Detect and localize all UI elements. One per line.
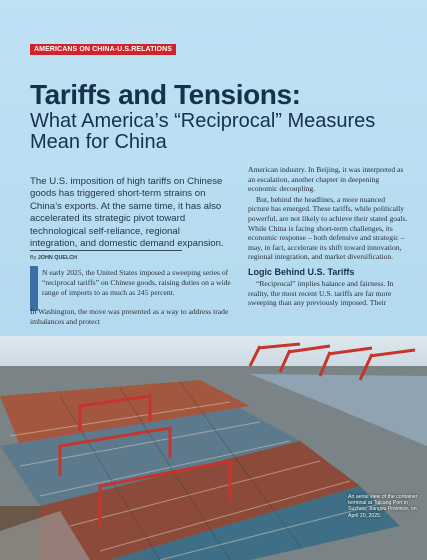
article-lede: The U.S. imposition of high tariffs on Chinese goods has triggered short-term strains on China’s exports. At the same time, it has also accelerated its strategic pivot toward technological self-reliance, regional integration, and domestic demand expansion.	[30, 176, 224, 250]
byline	[30, 255, 77, 261]
body-right-paragraph: “Reciprocal” implies balance and fairness. In reality, the most recent U.S. tariffs are far more sweeping than any previously imposed. Their	[248, 278, 394, 308]
body-left-tail: In Washington, the move was presented as a way to address trade imbalances and protect	[30, 307, 229, 326]
body-right-paragraph: But, behind the headlines, a more nuanced picture has emerged. These tariffs, while politically powerful, are not likely to achieve their stated goals. While China is facing short-term challenges, its economic response – both defensive and strategic – may, in fact, accelerate its shift toward innovation, regional integration, and market diversification.	[248, 194, 408, 262]
section-tag: AMERICANS ON CHINA-U.S.RELATIONS	[30, 44, 176, 55]
byline-prefix: By	[30, 255, 37, 261]
body-left-start: N early 2025, the United States imposed a sweeping series of “reciprocal tariffs” on Chinese goods, raising duties on a wide range of imports to as much as 245 percent.	[42, 268, 231, 297]
byline-author: JOHN QUELCH	[37, 255, 78, 261]
section-heading: Logic Behind U.S. Tariffs	[248, 266, 355, 277]
body-right-paragraph: American industry. In Beijing, it was interpreted as an escalation, another chapter in deepening economic decoupling.	[248, 165, 404, 194]
port-photo	[0, 336, 427, 560]
port-photo-illustration	[0, 336, 427, 560]
byline-rule	[30, 250, 182, 251]
photo-caption: An aerial view of the container terminal at Taicang Port in Suzhou, Jiangsu Province, on April 20, 2025.	[348, 494, 418, 519]
drop-cap	[30, 266, 38, 311]
body-right-column	[248, 165, 408, 309]
article-subtitle: What America’s “Reciprocal” Measures Mean for China	[30, 110, 376, 153]
article-title: Tariffs and Tensions:	[30, 79, 301, 110]
